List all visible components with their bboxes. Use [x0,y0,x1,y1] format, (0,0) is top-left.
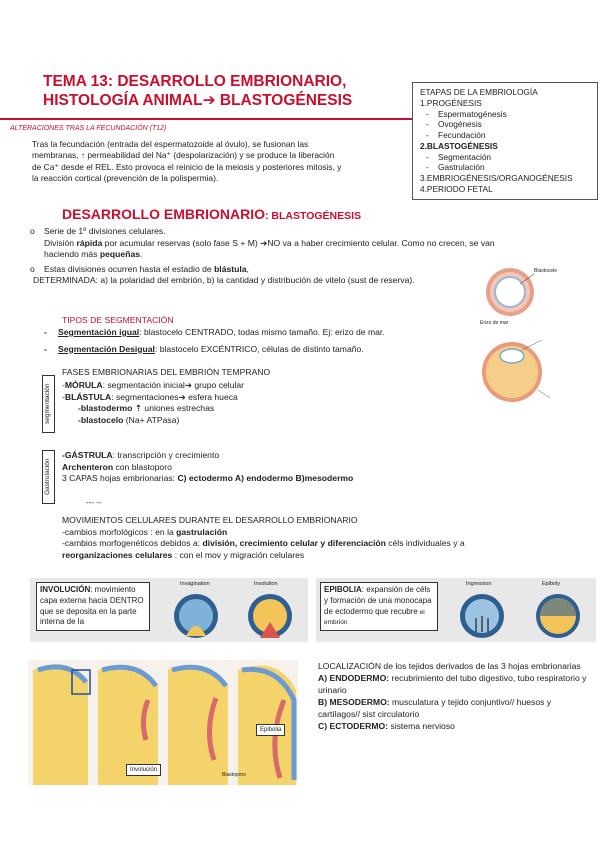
invagination-label: Invagination [180,581,210,587]
blastogenesis-list: - Segmentación - Gastrulación [420,152,590,174]
phases-heading: FASES EMBRIONARIAS DEL EMBRIÓN TEMPRANO [62,367,271,377]
divider [0,118,412,120]
ingression-epiboly-diagram [448,588,596,640]
epibolia-tag: Epibolia [256,724,285,736]
blastula-figure [478,262,558,330]
involucion-tag: Involución [126,764,161,776]
embryo-sequence-figure [28,660,298,785]
involution-note: INVOLUCIÓN: movimiento capa externa hacia DENTRO que se deposita en la parte interna de la [36,582,150,631]
epiboly-panel [316,578,596,642]
stages-heading: ETAPAS DE LA EMBRIOLOGÍA [420,87,538,97]
phases-list: -MÓRULA: segmentación inicial➔ grupo celular -BLÁSTULA: segmentaciones➔ esfera hueca -blastodermo ⇡ uniones estrechas -blastocelo (Na+ ATPasa) [62,380,245,425]
epiboly-note: EPIBOLIA: expansión de céls y formación de una monocapa de ectodermo que recubre el embrión [320,582,438,631]
segtypes-heading: TIPOS DE SEGMENTACIÓN [62,315,174,325]
segmentacion-side-label: segmentación [42,375,55,433]
section-heading: DESARROLLO EMBRIONARIO: BLASTOGÉNESIS [62,206,362,222]
unequal-blastula-diagram [478,332,562,416]
page-title: TEMA 13: DESARROLLO EMBRIONARIO, HISTOLOGÍA ANIMAL➔ BLASTOGÉNESIS [43,73,353,110]
epiboly-label: Epiboly [542,581,561,587]
separator: --- -- [86,498,102,507]
gastrula-block: -GÁSTRULA: transcripción y crecimiento Archenteron con blastoporo 3 CAPAS hojas embrionarias: C) ectodermo A) endodermo B)mesodermo [62,450,354,484]
gastrulacion-side-label: Gastrulación [42,450,55,504]
progenesis-list: - Espermatogénesis - Ovogénesis - Fecundación [420,109,590,141]
involution-panel [30,578,308,642]
embryo-sequence-diagram [28,660,298,785]
fecund-heading: ALTERACIONES TRAS LA FECUNDACIÓN (T12) [10,125,167,132]
series-block: o Serie de 1º divisiones celulares. División rápida por acumular reservas (solo fase S + M) ➔NO va a haber crecimiento celular. Como no crecen, se van haciendo más pequeñas. o Estas divisiones ocurren hasta el estadio de blástula, DETERMINADA: a) la polaridad del embrión, b) la cantidad y distribución de vitelo (sust de reserva). [30,226,495,286]
ingression-label: Ingression [466,581,492,587]
blastocele-label: Blastocele [534,268,558,274]
unequal-segmentation-figure [478,332,562,416]
involution-label: Involution [254,581,278,587]
fecund-text: Tras la fecundación (entrada del espermatozoide al óvulo), se fusionan las membranas, ↑ permeabilidad del Na⁺ (despolarización) y se produce la liberación de Ca⁺ desde el REL. Esto provoca el reinicio de la meiosis y posteriores mitosis, y la reacción cortical (prevención de la polispermia). [32,139,342,184]
stages-box: ETAPAS DE LA EMBRIOLOGÍA 1.PROGÉNESIS - Espermatogénesis - Ovogénesis - Fecundación 2.BLASTOGÉNESIS - Segmentación - Gastrulación 3.EMBRIOGÉNESIS/ORGANOGÉNESIS 4.PERIODO FETAL [412,82,598,200]
sea-urchin-caption: Erizo de mar [480,320,509,326]
localization-block: LOCALIZACIÓN de los tejidos derivados de las 3 hojas embrionarias A) ENDODERMO: recubrimiento del tubo digestivo, tubo respiratorio y urinario B) MESODERMO: musculatura y tejido conjuntivo// huesos y cartílagos// sist circulatorio C) ECTODERMO: sistema nervioso [318,661,587,732]
segtypes-list: - Segmentación igual: blastocelo CENTRADO, todas mismo tamaño. Ej: erizo de mar. - Segmentación Desigual: blastocelo EXCÉNTRICO, células de distinto tamaño. [44,327,385,354]
movements-block: MOVIMIENTOS CELULARES DURANTE EL DESARROLLO EMBRIONARIO -cambios morfológicos : en la gastrulación -cambios morfogenéticos debidos a: división, crecimiento celular y diferenciación céls individuales y a reorganizaciones celulares : con el mov y migración celulares [62,515,465,560]
blastoporo-tag: Blastoporo [222,772,246,778]
invagination-involution-diagram [160,588,308,640]
